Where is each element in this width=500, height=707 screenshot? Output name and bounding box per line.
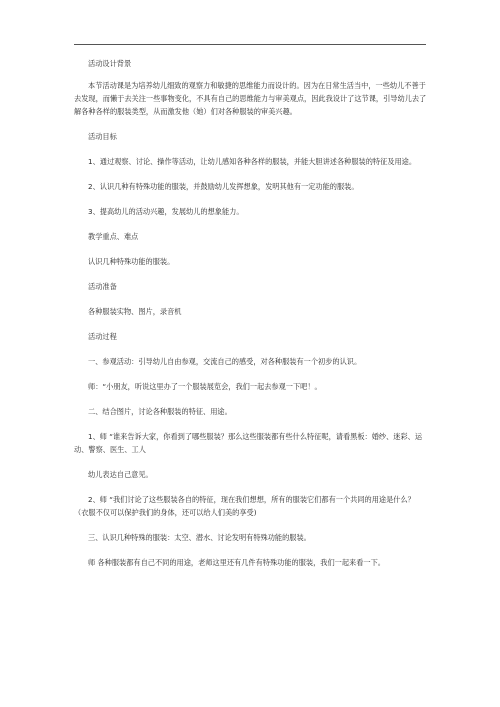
- section-heading-preparation: 活动准备: [88, 282, 117, 291]
- background-paragraph: 本节活动课是为培养幼儿细致的观察力和敏捷的思维能力而设计的。因为在日常生活当中，一些幼儿不善于去发现，而懒于去关注一些事物变化，不具有自己的思维能力与审美观点，因此我设计了这节课，引导幼儿去了解各种各样的服装类型，从而激发他（她）们对各种服装的审美兴趣。: [74, 81, 427, 116]
- goal-item-2: 2、认识几种有特殊功能的服装，并鼓励幼儿发挥想象，发明其他有一定功能的服装。: [88, 182, 359, 191]
- process-step-2: 二、结合图片，讨论各种服装的特征、用途。: [88, 407, 232, 416]
- process-step-3: 三、认识几种特殊的服装：太空、潜水、讨论发明有特殊功能的服装。: [88, 533, 311, 542]
- process-step-3-text: 师 各种服装都有自己不同的用途，老师这里还有几件有特殊功能的服装，我们一起来看一下。: [88, 558, 385, 567]
- goal-item-3: 3、提高幼儿的活动兴趣，发展幼儿的想象能力。: [88, 207, 244, 216]
- section-heading-background: 活动设计背景: [88, 59, 132, 68]
- process-step-1: 一、参观活动：引导幼儿自由参观，交流自己的感受，对各种服装有一个初步的认识。: [88, 357, 362, 366]
- goal-item-1: 1、通过观察、讨论、操作等活动，让幼儿感知各种各样的服装，并能大胆讲述各种服装的特征及用途。: [88, 157, 417, 166]
- process-step-1-quote: 师：“小朋友，听说这里办了一个服装展览会，我们一起去参观一下吧！。: [88, 382, 322, 391]
- process-step-2-item-2: 2、师 “我们讨论了这些服装各自的特征，现在我们想想，所有的服装它们都有一个共同的用途是什么？（衣服不仅可以保护我们的身体，还可以给人们美的享受): [74, 495, 415, 517]
- section-heading-key-points: 教学重点、难点: [88, 232, 139, 241]
- section-heading-goals: 活动目标: [88, 132, 117, 141]
- document-body: [74, 57, 428, 569]
- key-points-text: 认识几种特殊功能的服装。: [88, 257, 175, 266]
- header-rule: [74, 44, 426, 45]
- section-heading-process: 活动过程: [88, 332, 117, 341]
- preparation-text: 各种服装实物、图片，录音机: [88, 307, 182, 316]
- process-step-2-note: 幼儿表达自己意见。: [88, 470, 153, 479]
- process-step-2-item-1: 1、师 “谁来告诉大家，你看到了哪些服装？那么这些服装都有些什么特征呢，请看黑板：婚纱、迷彩、运动、警察、医生、工人: [74, 432, 423, 454]
